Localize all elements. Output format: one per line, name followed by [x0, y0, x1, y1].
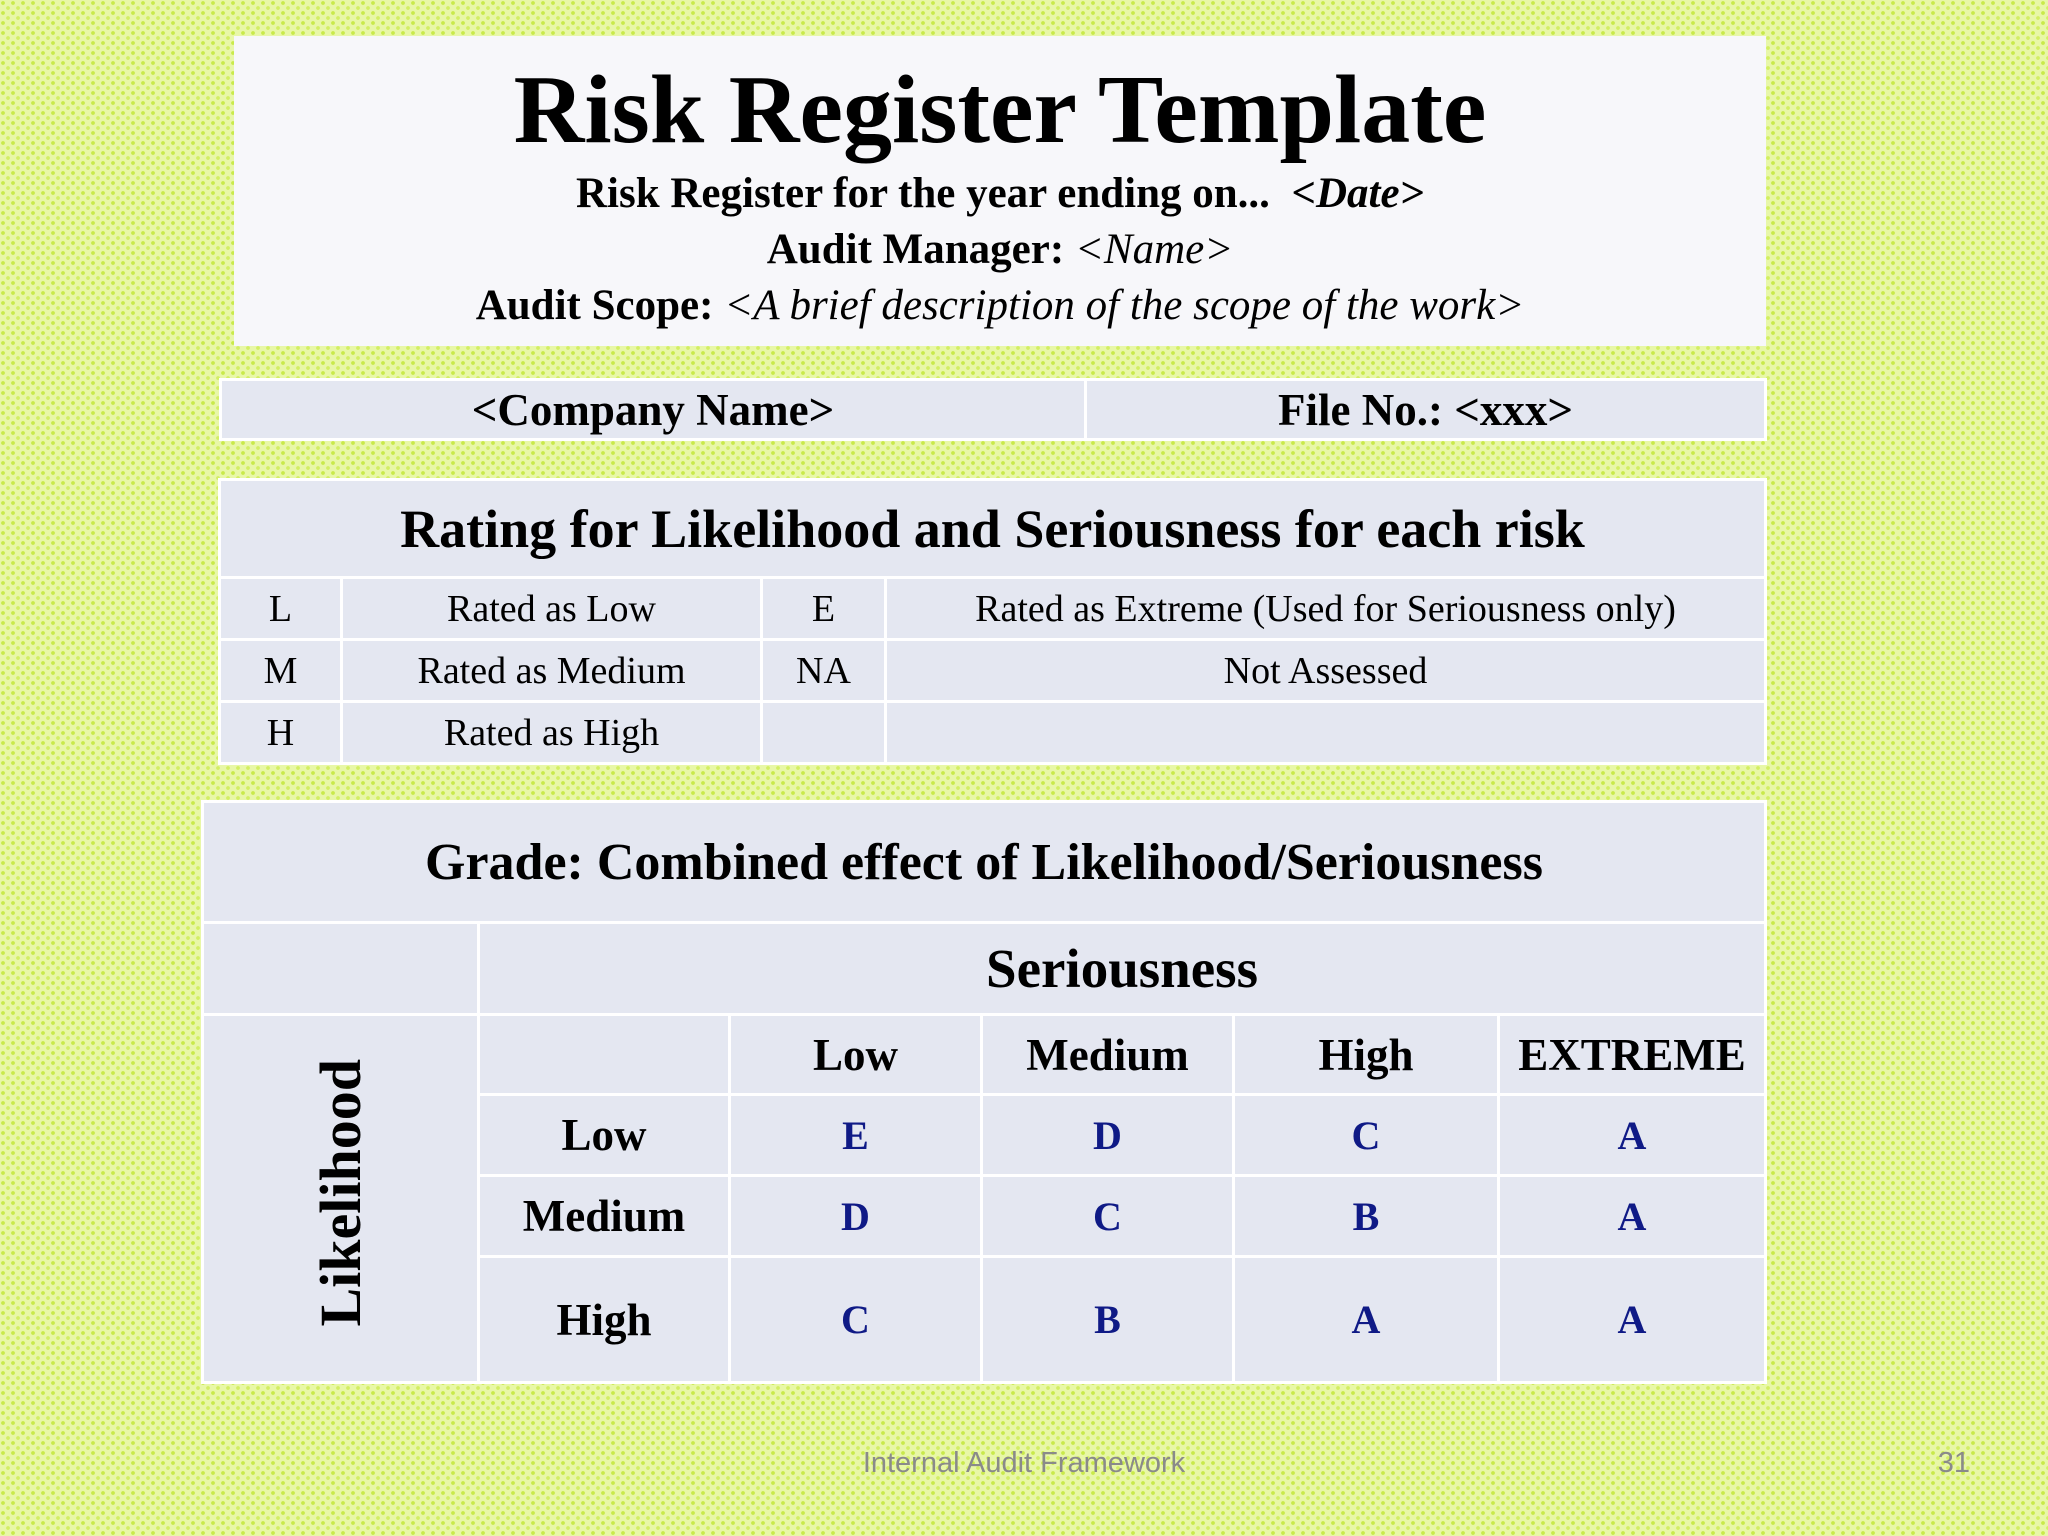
rating-code: H	[220, 702, 342, 764]
likelihood-label: Likelihood	[308, 1059, 373, 1327]
rating-desc: Rated as Medium	[342, 640, 762, 702]
grade-cell: A	[1499, 1257, 1766, 1383]
grade-cell: B	[1234, 1176, 1499, 1257]
rating-desc	[886, 702, 1766, 764]
grade-corner	[479, 1015, 730, 1095]
rating-code: M	[220, 640, 342, 702]
year-line	[234, 166, 1766, 222]
grade-cell: B	[982, 1257, 1234, 1383]
grade-corner	[203, 923, 479, 1015]
table-row	[220, 702, 1766, 764]
rating-code: L	[220, 578, 342, 640]
grade-cell: A	[1234, 1257, 1499, 1383]
rating-code: NA	[762, 640, 886, 702]
page-number: 31	[1937, 1447, 1970, 1479]
column-header: Medium	[982, 1015, 1234, 1095]
table-row	[220, 578, 1766, 640]
grade-cell: C	[982, 1176, 1234, 1257]
year-label: Risk Register for the year ending on...	[575, 169, 1270, 217]
page-title: Risk Register Template	[513, 56, 1487, 164]
seriousness-label: Seriousness	[479, 923, 1766, 1015]
file-number: File No.: <xxx>	[1086, 380, 1766, 440]
grade-table	[201, 800, 1767, 1384]
manager-label: Audit Manager:	[766, 225, 1065, 273]
rating-desc: Rated as High	[342, 702, 762, 764]
scope-label: Audit Scope:	[475, 281, 714, 329]
grade-cell: D	[982, 1095, 1234, 1176]
footer-text: Internal Audit Framework	[862, 1447, 1186, 1479]
rating-table	[218, 478, 1767, 765]
rating-code: E	[762, 578, 886, 640]
company-table	[219, 378, 1767, 441]
column-header: EXTREME	[1499, 1015, 1766, 1095]
rating-desc: Rated as Low	[342, 578, 762, 640]
grade-cell: D	[730, 1176, 982, 1257]
header-box	[234, 36, 1766, 346]
company-name: <Company Name>	[221, 380, 1086, 440]
rating-desc: Rated as Extreme (Used for Seriousness only)	[886, 578, 1766, 640]
row-header: Low	[479, 1095, 730, 1176]
scope-line	[234, 278, 1766, 334]
row-header: Medium	[479, 1176, 730, 1257]
rating-title: Rating for Likelihood and Seriousness for each risk	[220, 480, 1766, 578]
scope-value: <A brief description of the scope of the work>	[724, 281, 1525, 329]
likelihood-cell	[203, 1015, 479, 1383]
year-value: <Date>	[1291, 169, 1425, 217]
grade-cell: E	[730, 1095, 982, 1176]
rating-desc: Not Assessed	[886, 640, 1766, 702]
grade-cell: A	[1499, 1176, 1766, 1257]
row-header: High	[479, 1257, 730, 1383]
grade-title: Grade: Combined effect of Likelihood/Seriousness	[203, 802, 1766, 923]
rating-code	[762, 702, 886, 764]
grade-cell: C	[730, 1257, 982, 1383]
column-header: Low	[730, 1015, 982, 1095]
grade-cell: C	[1234, 1095, 1499, 1176]
table-row	[220, 640, 1766, 702]
column-header: High	[1234, 1015, 1499, 1095]
manager-value: <Name>	[1074, 225, 1234, 273]
grade-cell: A	[1499, 1095, 1766, 1176]
manager-line	[234, 222, 1766, 278]
